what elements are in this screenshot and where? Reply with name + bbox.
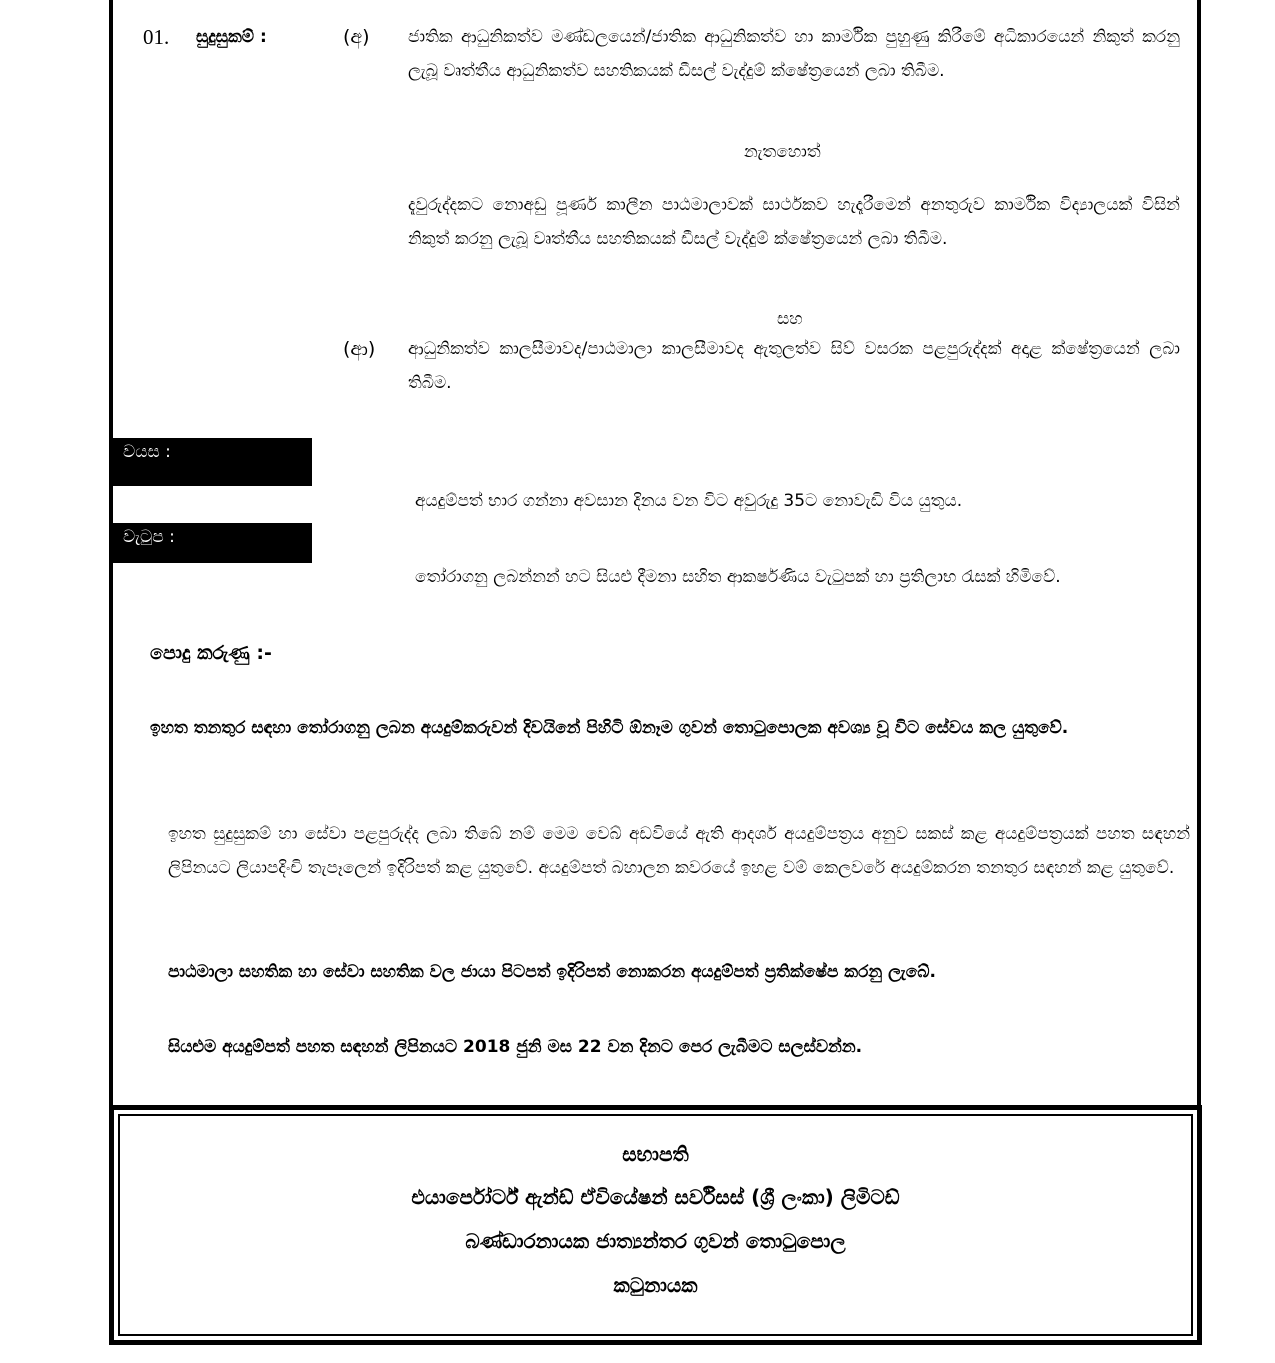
qualifications-heading: සුදුසුකම් :: [196, 27, 267, 47]
age-label: [113, 438, 312, 486]
part-b-marker: (ආ): [343, 338, 376, 360]
part-a-text: ජාතික ආධුනිකත්ව මණ්ඩලයෙන්/ජාතික ආධුනිකත්ව හා කාර්මික පුහුණු කිරීමේ අධිකාරයෙන් නිකුත් කරනු ලැබූ වෘත්තීය ආධුනිකත්ව සහතිකයක් ඩීසල් වැද්දුම් ක්ෂේත්‍රයෙන් ලබා තිබීම.: [408, 27, 1180, 81]
salary-label: [113, 523, 312, 563]
age-text: අයදුම්පත් භාර ගන්නා අවසාන දිනය වන විට අවුරුදු 35ට නොවැඩි විය යුතුය.: [415, 491, 963, 511]
general-paragraph-1: ඉහත තනතුර සඳහා තෝරාගනු ලබන අයදුම්කරුවන් දිවයිනේ පිහිටි ඕනෑම ගුවන් තොටුපොලක අවශ්‍ය වූ විට සේවය කල යුතුවේ.: [150, 718, 1069, 738]
address-line-company: එයාර්පෝර්ට් ඇන්ඩ් ඒවියේෂන් සර්විසස් (ශ්‍රී ලංකා) ලිමිටඩ්: [411, 1185, 900, 1209]
part-a-marker: (අ): [343, 26, 370, 48]
and-text: සහ: [777, 309, 803, 329]
general-heading: පොදු කරුණු :-: [150, 642, 272, 664]
salary-label-text: වැටුප :: [123, 527, 175, 547]
alternative-qualification-text: දැවුරුද්දකට නොඅඩු පූර්ණ කාලීන පාඨමාලාවක් සාර්ථකව හැදෑරීමෙන් අනතුරුව කාර්මික විද්‍යාලයක් විසින් නිකුත් කරනු ලැබූ වෘත්තීය සහතිකයක් ඩීසල් වැද්දුම් ක්ෂේත්‍රයෙන් ලබා තිබීම.: [408, 195, 1180, 249]
part-b-text: ආධුනිකත්ව කාලසීමාවද/පාඨමාලා කාලසීමාවද ඇතුලත්ව සිව් වසරක පළපුරුද්දක් අදාළ ක්ෂේත්‍රයෙන් ලබා තිබීම.: [408, 339, 1180, 393]
section-number: 01.: [143, 25, 170, 49]
general-paragraph-4: සියළුම අයදුම්පත් පහත සඳහන් ලිපිනයට 2018 ජුනි මස 22 වන දිනට පෙර ලැබීමට සලස්වන්න.: [168, 1037, 863, 1057]
frame-right-border: [1197, 0, 1201, 1110]
general-paragraph-2: ඉහත සුදුසුකම් හා සේවා පළපුරුද්ද ලබා තිබේ නම් මෙම වෙබ් අඩවියේ ඇති ආදර්ශ අයදුම්පත්‍රය අනුව සකස් කළ අයදුම්පත්‍රයක් පහත සඳහන් ලිපිනයට ලියාපදිංචි තැපෑලෙන් ඉදිරිපත් කළ යුතුවේ. අයදුම්පත් බහාලන කවරයේ ඉහළ වම් කෙලවරේ අයදුම්කරන තනතුර සඳහන් කළ යුතුවේ.: [168, 824, 1190, 878]
address-line-airport: බණ්ඩාරනායක ජාත්‍යන්තර ගුවන් තොටුපොල: [465, 1229, 846, 1253]
salary-text: තෝරාගනු ලබන්නන් හට සියළු දීමනා සහිත ආකර්ෂණිය වැටුපක් හා ප්‍රතිලාභ රැසක් හිමිවේ.: [415, 567, 1061, 587]
general-paragraph-3: පාඨමාලා සහතික හා සේවා සහතික වල ජායා පිටපත් ඉදිරිපත් නොකරන අයදුම්පත් ප්‍රතික්ෂේප කරනු ලැබේ.: [168, 962, 936, 982]
address-line-city: කටුනායක: [613, 1273, 698, 1297]
address-line-chairman: සභාපති: [622, 1142, 689, 1166]
or-text: නැතහොත්: [744, 142, 821, 162]
age-label-text: වයස :: [123, 442, 171, 462]
